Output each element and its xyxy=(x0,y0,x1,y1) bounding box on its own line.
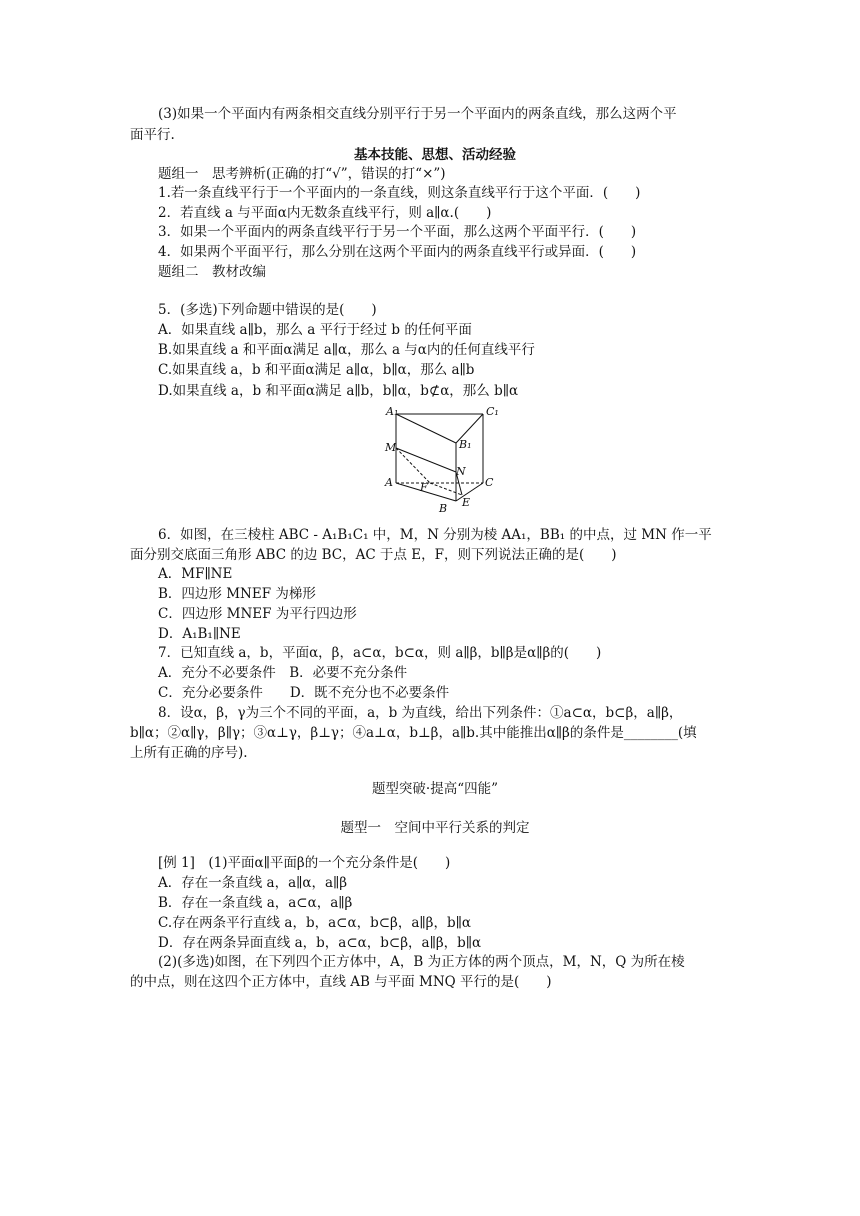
option-d: D．A₁B₁∥NE xyxy=(158,626,241,642)
options-cd: C．充分必要条件 D．既不充分也不必要条件 xyxy=(158,685,450,701)
question-4: 4．如果两个平面平行，那么分别在这两个平面内的两条直线平行或异面．( ) xyxy=(158,244,637,260)
prism-figure xyxy=(380,403,500,515)
text-line: 上所有正确的序号). xyxy=(130,745,248,761)
option-b: B．存在一条直线 a，a⊂α，a∥β xyxy=(158,895,353,911)
question-8: 8．设α，β，γ为三个不同的平面，a，b 为直线，给出下列条件：①a⊂α，b⊂β，a∥β， xyxy=(158,705,683,721)
option-b: B．四边形 MNEF 为梯形 xyxy=(158,586,316,602)
option-c: C.存在两条平行直线 a，b，a⊂α，b⊂β，a∥β，b∥α xyxy=(158,915,471,931)
text-line: (3)如果一个平面内有两条相交直线分别平行于另一个平面内的两条直线，那么这两个平 xyxy=(158,106,677,122)
example-1-part-2: (2)(多选)如图，在下列四个正方体中，A，B 为正方体的两个顶点，M，N，Q 为所在棱 xyxy=(158,954,685,970)
group-heading: 题组一 思考辨析(正确的打“√”，错误的打“×”) xyxy=(158,166,446,182)
label-a1: A₁ xyxy=(386,405,399,418)
section-heading: 题型突破·提高“四能” xyxy=(371,781,499,797)
question-7: 7．已知直线 a，b，平面α，β，a⊂α，b⊂α，则 a∥β，b∥β是α∥β的( ) xyxy=(158,645,602,661)
group-heading: 题组二 教材改编 xyxy=(158,264,266,280)
text-line: 的中点，则在这四个正方体中，直线 AB 与平面 MNQ 平行的是( ) xyxy=(130,974,552,990)
option-a: A．存在一条直线 a，a∥α，a∥β xyxy=(158,875,348,891)
option-c: C．四边形 MNEF 为平行四边形 xyxy=(158,606,357,622)
label-m: M xyxy=(385,441,397,454)
option-b: B.如果直线 a 和平面α满足 a∥α，那么 a 与α内的任何直线平行 xyxy=(158,342,535,358)
option-a: A．如果直线 a∥b，那么 a 平行于经过 b 的任何平面 xyxy=(158,322,472,338)
option-a: A．MF∥NE xyxy=(158,566,233,582)
label-e: E xyxy=(462,496,471,509)
subsection-heading: 题型一 空间中平行关系的判定 xyxy=(340,820,530,836)
section-heading: 基本技能、思想、活动经验 xyxy=(354,147,516,163)
label-n: N xyxy=(456,465,466,478)
text-line: 面平行. xyxy=(130,127,175,143)
example-1: [例 1] (1)平面α∥平面β的一个充分条件是( ) xyxy=(158,855,451,871)
option-d: D．存在两条异面直线 a，b，a⊂α，b⊂β，a∥β，b∥α xyxy=(158,935,482,951)
question-2: 2．若直线 a 与平面α内无数条直线平行，则 a∥α.( ) xyxy=(158,205,492,221)
question-5: 5．(多选)下列命题中错误的是( ) xyxy=(158,302,377,318)
option-d: D.如果直线 a，b 和平面α满足 a∥b，b∥α，b⊄α，那么 b∥α xyxy=(158,383,519,399)
question-1: 1.若一条直线平行于一个平面内的一条直线，则这条直线平行于这个平面．( ) xyxy=(158,185,641,201)
label-a: A xyxy=(385,476,393,489)
text-line: b∥α；②α∥γ，β∥γ；③α⊥γ，β⊥γ；④a⊥α，b⊥β，a∥b.其中能推出α∥β的条件是________(填 xyxy=(130,725,697,741)
label-b1: B₁ xyxy=(459,438,472,451)
question-6: 6．如图，在三棱柱 ABC - A₁B₁C₁ 中，M，N 分别为棱 AA₁，BB₁ 的中点，过 MN 作一平 xyxy=(158,527,712,543)
text-line: 面分别交底面三角形 ABC 的边 BC，AC 于点 E，F，则下列说法正确的是( ) xyxy=(130,547,617,563)
option-c: C.如果直线 a，b 和平面α满足 a∥α，b∥α，那么 a∥b xyxy=(158,362,475,378)
label-f: F xyxy=(420,481,428,494)
question-3: 3．如果一个平面内的两条直线平行于另一个平面，那么这两个平面平行．( ) xyxy=(158,224,637,240)
label-c1: C₁ xyxy=(486,405,499,418)
label-c: C xyxy=(485,476,494,489)
label-b: B xyxy=(439,502,448,515)
options-ab: A．充分不必要条件 B．必要不充分条件 xyxy=(158,665,408,681)
